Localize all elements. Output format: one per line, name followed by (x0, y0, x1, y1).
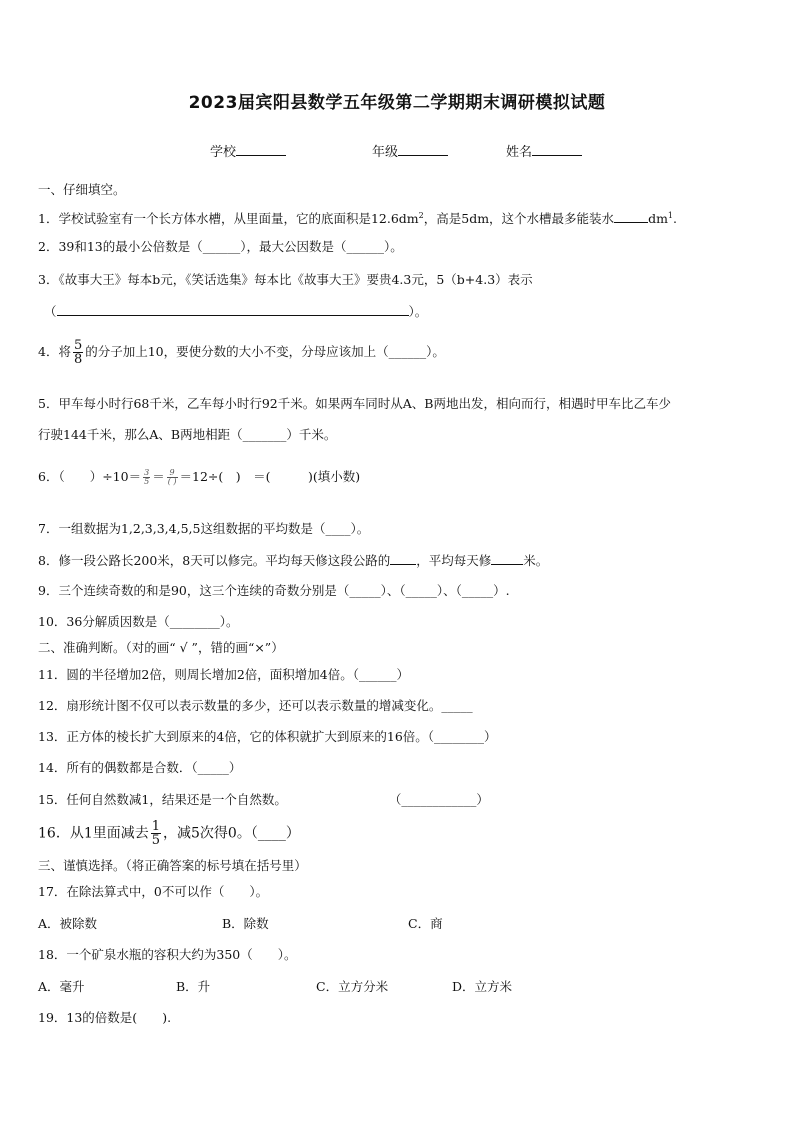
section-3-heading: 三、谨慎选择。（将正确答案的标号填在括号里） (38, 858, 307, 873)
question-11: 11．圆的半径增加2倍，则周长增加2倍，面积增加4倍。（______） (38, 667, 410, 682)
question-16: 16．从1里面减去 $\frac{1}{5}$ ，减5次得0。（____） (38, 819, 300, 848)
question-4: 4．将 $\frac{5}{8}$ 的分子加上10，要使分数的大小不变，分母应该加上（______）。 (38, 338, 445, 367)
q8-blank-2[interactable] (491, 552, 523, 565)
question-6: 6．（ ）÷10＝ $\frac{3}{5}$ ＝ $\frac{9}{( )}$ ＝12÷( ) ＝( )(填小数) (38, 468, 361, 486)
question-5-line-2: 行驶144千米，那么A、B两地相距（_______）千米。 (38, 427, 337, 442)
question-9: 9．三个连续奇数的和是90，这三个连续的奇数分别是（_____）、（_____）、（_____）. (38, 583, 510, 598)
question-17: 17．在除法算式中，0不可以作（ ）。 (38, 884, 269, 899)
section-1-heading: 一、仔细填空。 (38, 182, 126, 197)
school-field: 学校 (210, 141, 286, 160)
q3-answer-blank[interactable] (57, 303, 409, 316)
question-13: 13．正方体的棱长扩大到原来的4倍，它的体积就扩大到原来的16倍。（________） (38, 729, 497, 744)
q17-option-b[interactable]: B．除数 (222, 916, 269, 931)
question-14: 14．所有的偶数都是合数．（_____） (38, 760, 242, 775)
q17-option-a[interactable]: A．被除数 (38, 916, 98, 931)
question-8: 8．修一段公路长200米，8天可以修完。平均每天修这段公路的 ，平均每天修 米。 (38, 553, 549, 568)
exam-title: 2023届宾阳县数学五年级第二学期期末调研模拟试题 (188, 93, 606, 113)
q18-option-b[interactable]: B．升 (176, 979, 211, 994)
fraction-3-5: $\frac{3}{5}$ (144, 468, 150, 486)
question-3-line-2: （ ）。 (44, 304, 428, 319)
q8-blank-1[interactable] (390, 552, 416, 565)
school-blank[interactable] (236, 143, 286, 156)
fraction-1-5: $\frac{1}{5}$ (151, 819, 161, 848)
question-10: 10．36分解质因数是（________）。 (38, 614, 239, 629)
question-18: 18．一个矿泉水瓶的容积大约为350（ ）。 (38, 947, 297, 962)
question-15: 15．任何自然数减1，结果还是一个自然数。 （____________） (38, 792, 489, 807)
question-7: 7．一组数据为1,2,3,3,4,5,5这组数据的平均数是（____）。 (38, 521, 370, 536)
fraction-5-8: $\frac{5}{8}$ (73, 338, 83, 367)
question-2: 2．39和13的最小公倍数是（______），最大公因数是（______）。 (38, 239, 403, 254)
q1-answer-blank[interactable] (614, 210, 648, 223)
grade-field: 年级 (372, 141, 448, 160)
q18-option-d[interactable]: D．立方米 (452, 979, 513, 994)
question-5-line-1: 5．甲车每小时行68千米，乙车每小时行92千米。如果两车同时从A、B两地出发，相向而行，相遇时甲车比乙车少 (38, 396, 671, 411)
section-2-heading: 二、准确判断。（对的画“ √ ”，错的画“×”） (38, 640, 284, 655)
grade-blank[interactable] (398, 143, 448, 156)
q18-option-c[interactable]: C．立方分米 (316, 979, 389, 994)
question-3-line-1: 3．《故事大王》每本b元，《笑话选集》每本比《故事大王》要贵4.3元，5（b+4.3）表示 (38, 272, 533, 287)
q18-option-a[interactable]: A．毫升 (38, 979, 85, 994)
question-12: 12．扇形统计图不仅可以表示数量的多少，还可以表示数量的增减变化。_____ (38, 698, 473, 713)
name-blank[interactable] (532, 143, 582, 156)
question-19: 19．13的倍数是( ). (38, 1010, 172, 1025)
question-1: 1．学校试验室有一个长方体水槽，从里面量，它的底面积是$12.6dm^2$，高是5dm，这个水槽最多能装水 $dm^1$. (38, 211, 677, 226)
fraction-9-blank: $\frac{9}{( )}$ (167, 468, 177, 486)
name-field: 姓名 (506, 141, 582, 160)
q17-option-c[interactable]: C．商 (408, 916, 443, 931)
